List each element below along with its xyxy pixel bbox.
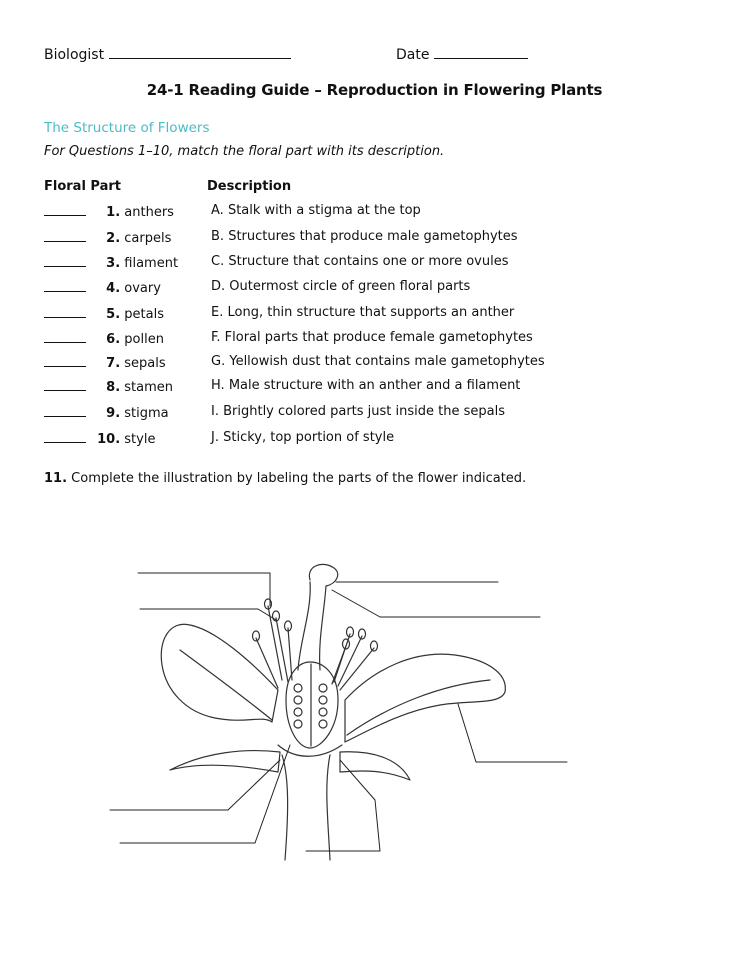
column-heading-part: Floral Part (44, 179, 122, 194)
label-line-7 (120, 745, 290, 843)
floral-part: ovary (124, 281, 161, 296)
description-text: Stalk with a stigma at the top (227, 203, 421, 218)
style (298, 582, 326, 670)
description-letter: C. (211, 254, 225, 269)
description-text: Sticky, top portion of style (223, 430, 395, 445)
label-line-4 (332, 590, 540, 617)
label-line-2 (140, 609, 276, 620)
question-number: 6. (106, 332, 121, 347)
description-text: Structure that contains one or more ovules (228, 254, 509, 269)
description-letter: F. (211, 330, 221, 345)
floral-part: sepals (124, 356, 166, 371)
section-heading: The Structure of Flowers (44, 120, 210, 136)
description-letter: J. (211, 430, 219, 445)
floral-part: stamen (124, 380, 174, 395)
floral-part: anthers (124, 205, 174, 220)
description-text: Male structure with an anther and a filament (228, 378, 521, 393)
left-sepal (170, 751, 280, 772)
description-letter: A. (211, 203, 224, 218)
description-letter: G. (211, 354, 226, 369)
description-text: Structures that produce male gametophytes (228, 229, 518, 244)
description-letter: B. (211, 229, 225, 244)
description-letter: H. (211, 378, 225, 393)
question-number: 4. (106, 281, 121, 296)
label-line-8 (306, 760, 380, 851)
stigma (309, 564, 337, 586)
right-sepal (340, 752, 410, 780)
description-text: Yellowish dust that contains male gametophytes (229, 354, 545, 369)
description-text: Brightly colored parts just inside the sepals (223, 404, 505, 419)
biologist-label: Biologist (44, 47, 105, 63)
question-number: 2. (106, 231, 121, 246)
left-petal-vein (180, 650, 272, 720)
question-number: 9. (106, 406, 121, 421)
question-number: 7. (106, 356, 121, 371)
question-number: 8. (106, 380, 121, 395)
floral-part: pollen (124, 332, 164, 347)
stem (282, 755, 330, 860)
floral-part: stigma (124, 406, 169, 421)
description-letter: D. (211, 279, 226, 294)
question-number: 1. (106, 205, 121, 220)
floral-part: carpels (124, 231, 172, 246)
description-text: Floral parts that produce female gametophytes (224, 330, 533, 345)
floral-part: style (124, 432, 156, 447)
question-number: 5. (106, 307, 121, 322)
floral-part: filament (124, 256, 179, 271)
description-text: Outermost circle of green floral parts (229, 279, 471, 294)
instructions: For Questions 1–10, match the floral part with its description. (44, 144, 445, 159)
description-letter: E. (211, 305, 224, 320)
question-number: 11. (44, 471, 68, 486)
label-line-1 (138, 573, 270, 606)
label-lines (110, 573, 567, 851)
label-line-5 (458, 704, 567, 762)
stamens-left (253, 599, 293, 688)
description-text: Long, thin structure that supports an anther (227, 305, 515, 320)
right-petal-vein (347, 680, 490, 735)
floral-part: petals (124, 307, 164, 322)
page-title: 24-1 Reading Guide – Reproduction in Flowering Plants (146, 81, 603, 99)
question-text: Complete the illustration by labeling the parts of the flower indicated. (71, 471, 527, 486)
label-line-6 (110, 760, 280, 810)
right-petal (345, 654, 505, 742)
question-number: 10. (97, 432, 121, 447)
stamens-right (332, 627, 378, 690)
description-letter: I. (211, 404, 219, 419)
column-heading-description: Description (207, 179, 292, 194)
ovary (286, 662, 338, 748)
date-label: Date (396, 47, 430, 63)
left-petal (161, 624, 278, 722)
question-number: 3. (106, 256, 121, 271)
